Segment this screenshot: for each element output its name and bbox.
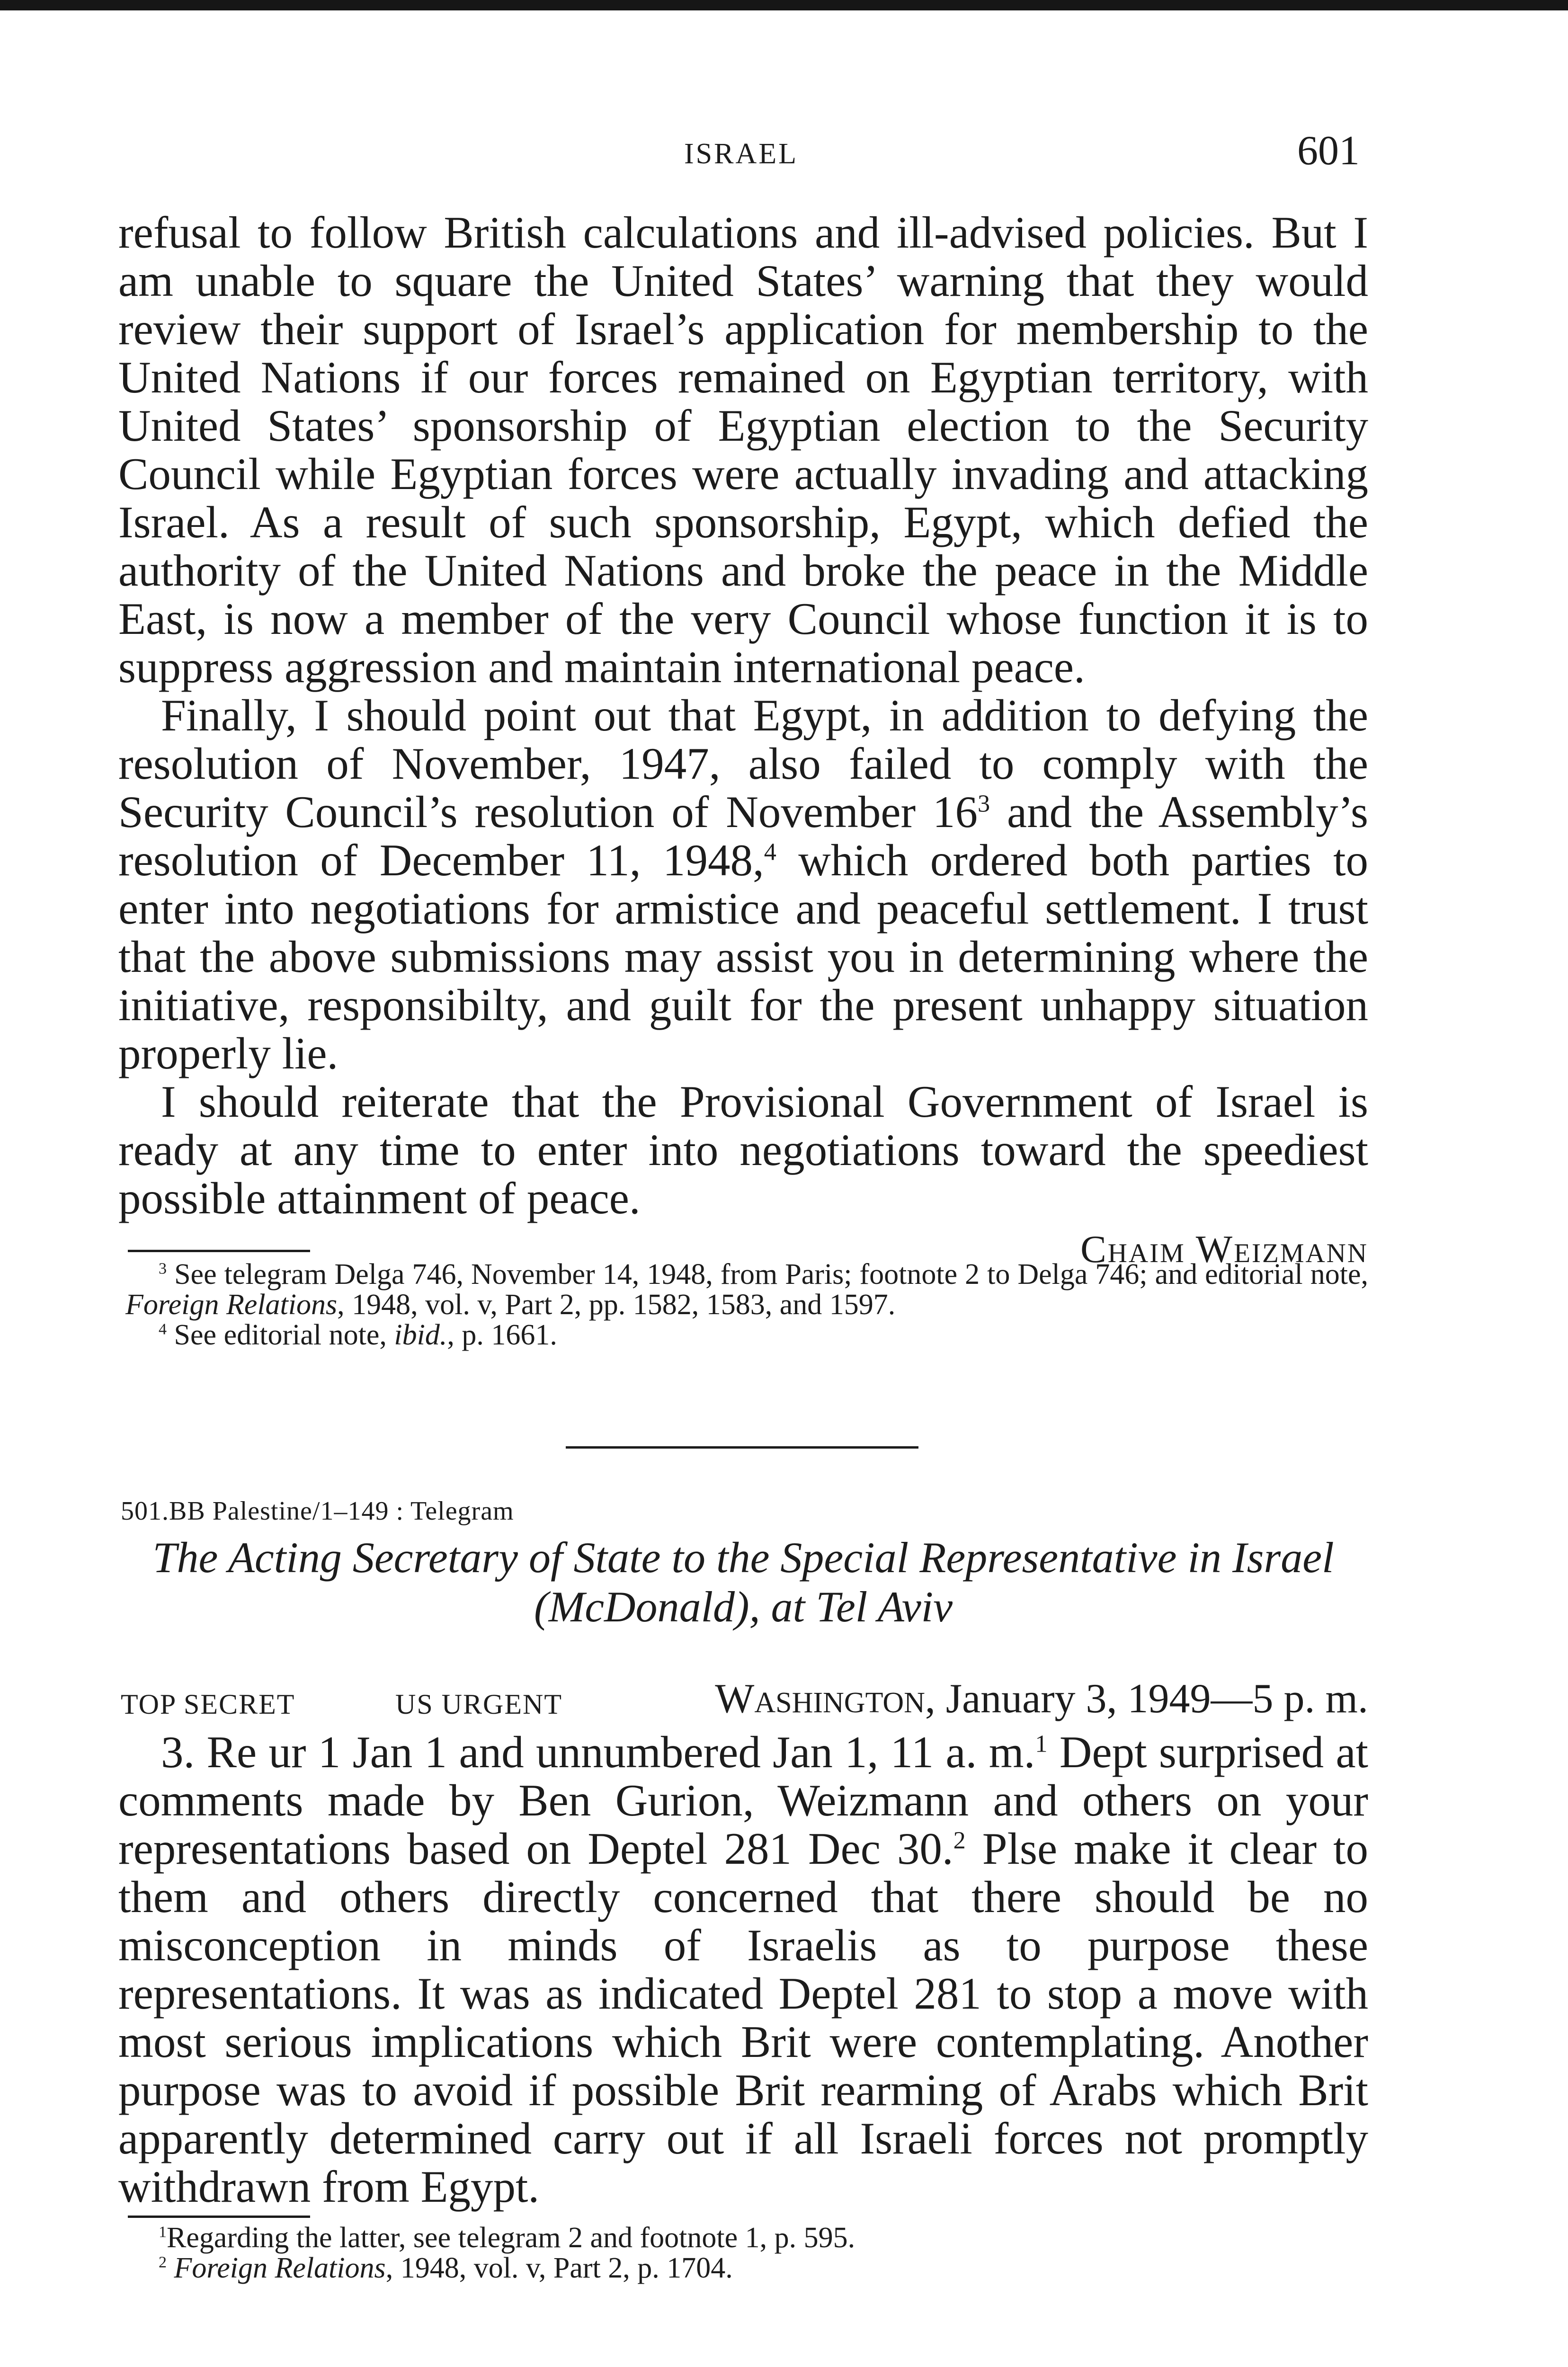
- letter-continuation: [118, 208, 1368, 1272]
- dateline: Washington, January 3, 1949—5 p. m.: [715, 1676, 1368, 1722]
- footnote: $^3$ See telegram Delga 746, November 14, 1948, from Paris; footnote 2 to Delga 746; and editorial note, Foreign Relations, 1948, vol. v, Part 2, pp. 1582, 1583, and 1597.: [125, 1258, 1368, 1321]
- body-paragraph: 3. Re ur 1 Jan 1 and unnumbered Jan 1, 11 a. m.$^1$ Dept surprised at comments made by Ben Gurion, Weizmann and others on your representations based on Deptel 281 Dec 30.$^2$ Plse make it clear to them and others directly concerned that there should be no misconception in minds of Israelis as to purpose these representations. It was as indicated Deptel 281 to stop a move with most serious implications which Brit were contemplating. Another purpose was to avoid if possible Brit rearming of Arabs which Brit apparently determined carry out if all Israeli forces not promptly withdrawn from Egypt.: [118, 1727, 1369, 2212]
- footnote: $^2$ Foreign Relations, 1948, vol. v, Part 2, p. 1704.: [159, 2252, 733, 2284]
- section-divider: [566, 1446, 918, 1449]
- footnote-ref: 4: [764, 838, 776, 866]
- signature: Chaim Weizmann: [1080, 1228, 1368, 1271]
- footnote-rule: [128, 2216, 310, 2218]
- footnotes-letter: [125, 1259, 1368, 1350]
- footnote-rule: [128, 1250, 310, 1252]
- footnote-ref: 3: [978, 790, 990, 818]
- footnote-ref: 1: [1035, 1730, 1048, 1758]
- file-reference: 501.BB Palestine/1–149 : Telegram: [121, 1496, 514, 1526]
- footnote-ref: 2: [953, 1826, 966, 1854]
- footnote: $^1$Regarding the latter, see telegram 2 and footnote 1, p. 595.: [159, 2222, 855, 2254]
- scan-top-edge: [0, 0, 1568, 10]
- footnotes-telegram: [125, 2223, 1368, 2283]
- classification-dateline: [121, 1675, 1368, 1722]
- precedence: US URGENT: [395, 1689, 563, 1720]
- page-header: [0, 127, 1568, 179]
- body-paragraph: I should reiterate that the Provisional Government of Israel is ready at any time to enter into negotiations toward the speediest possible attainment of peace.: [118, 1077, 1368, 1223]
- body-paragraph: Finally, I should point out that Egypt, in addition to defying the resolution of November, 1947, also failed to comply with the Security Council’s resolution of November $16^3$ and the Assembly’s resolution of December 11, 1948,$^4$ which ordered both parties to enter into negotiations for armistice and peaceful settlement. I trust that the above submissions may assist you in determining where the initiative, responsibilty, and guilt for the present unhappy situation properly lie.: [118, 690, 1368, 1078]
- telegram-body: [118, 1728, 1368, 2211]
- body-paragraph: refusal to follow British calculations and ill-advised policies. But I am unable to square the United States’ warning that they would review their support of Israel’s application for membership to the United Nations if our forces remained on Egyptian territory, with United States’ sponsorship of Egyptian election to the Security Council while Egyptian forces were actually invading and attacking Israel. As a result of such sponsorship, Egypt, which defied the authority of the United Nations and broke the peace in the Middle East, is now a member of the very Council whose function it is to suppress aggression and maintain international peace.: [118, 207, 1368, 692]
- footnote: $^4$ See editorial note, ibid., p. 1661.: [159, 1319, 557, 1351]
- classification: TOP SECRET: [121, 1689, 295, 1720]
- running-head: ISRAEL: [684, 138, 798, 170]
- document-title: The Acting Secretary of State to the Special Representative in Israel (McDonald), at Tel Aviv: [152, 1533, 1334, 1631]
- page-number: 601: [1297, 128, 1360, 174]
